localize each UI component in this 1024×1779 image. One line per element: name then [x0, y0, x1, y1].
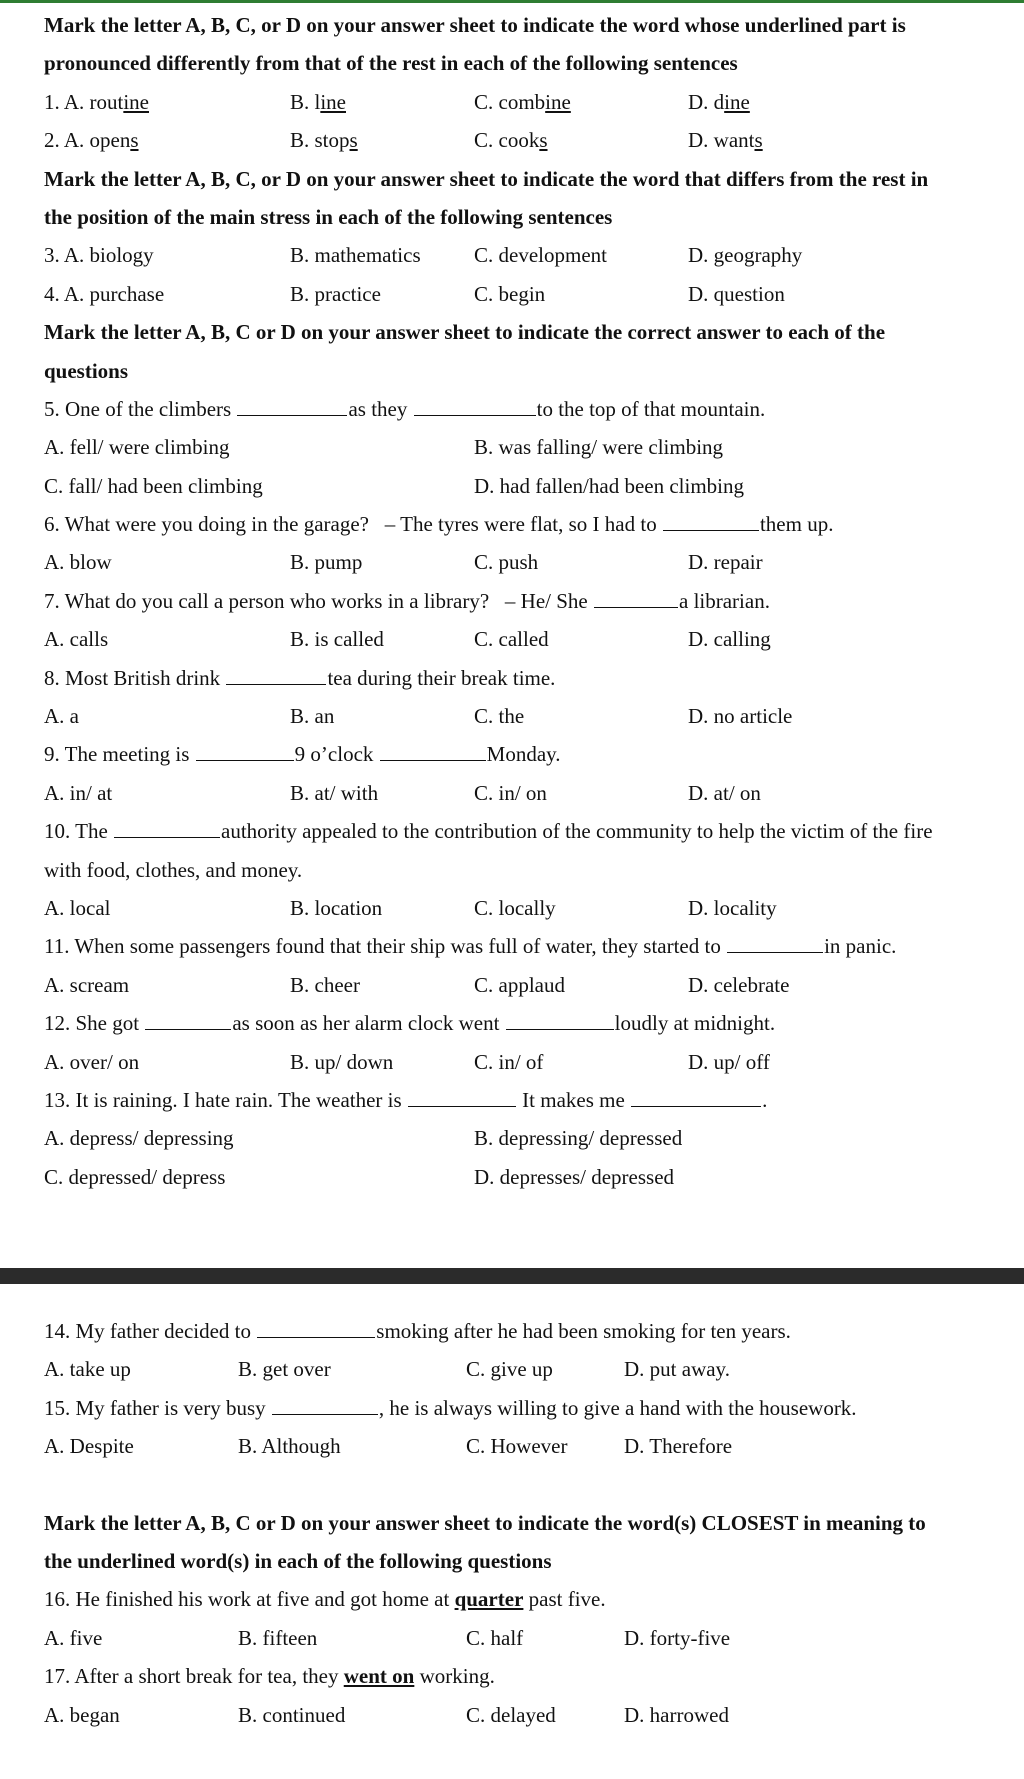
q1-option-d: D. dine: [688, 89, 750, 114]
q1-option-b: B. line: [290, 89, 346, 114]
q7-text-1: 7. What do you call a person who works in a library?: [44, 588, 490, 613]
q15-blank: [272, 1390, 378, 1415]
q12-option-c: C. in/ of: [474, 1049, 544, 1074]
q7-option-b: B. is called: [290, 627, 384, 652]
q10-option-c: C. locally: [474, 895, 556, 920]
q16-text-1: 16. He finished his work at five and got home at: [44, 1587, 450, 1612]
q11-option-a: A. scream: [44, 972, 130, 997]
q13-option-a: A. depress/ depressing: [44, 1126, 234, 1151]
q5-option-a: A. fell/ were climbing: [44, 435, 230, 460]
q9-option-a: A. in/ at: [44, 780, 113, 805]
question-12-options: [44, 1043, 1004, 1081]
q7-option-d: D. calling: [688, 627, 771, 652]
q11-blank: [727, 928, 823, 953]
q12-option-d: D. up/ off: [688, 1049, 770, 1074]
q4-option-c: C. begin: [474, 281, 546, 306]
question-10-stem-line1: [44, 812, 1004, 850]
q14-option-d: D. put away.: [624, 1357, 730, 1382]
q15-option-d: D. Therefore: [624, 1434, 733, 1459]
instruction-stress-line1: Mark the letter A, B, C, or D on your answer sheet to indicate the word that differs from the rest in: [44, 166, 929, 191]
q13-text-3: .: [762, 1087, 768, 1112]
q16-option-c: C. half: [466, 1625, 524, 1650]
q7-option-c: C. called: [474, 627, 549, 652]
instruction-pronunciation-line2: pronounced differently from that of the rest in each of the following sentences: [44, 51, 738, 76]
q11-text-1: 11. When some passengers found that their ship was full of water, they started to: [44, 934, 721, 959]
q12-text-2: as soon as her alarm clock went: [232, 1011, 500, 1036]
q9-option-d: D. at/ on: [688, 780, 761, 805]
q11-option-c: C. applaud: [474, 972, 565, 997]
instruction-closest-line1: Mark the letter A, B, C or D on your answer sheet to indicate the word(s) CLOSEST in meaning to: [44, 1510, 926, 1535]
q7-blank: [594, 583, 678, 608]
q1-option-a: 1. A. routine: [44, 89, 149, 114]
worksheet-part-2: [44, 1312, 1004, 1734]
q17-underlined-word: went on: [343, 1664, 415, 1689]
q14-option-b: B. get over: [238, 1357, 331, 1382]
top-accent-bar: [0, 0, 1024, 3]
q8-option-d: D. no article: [688, 704, 793, 729]
q11-text-2: in panic.: [824, 934, 897, 959]
q6-text-1: 6. What were you doing in the garage?: [44, 512, 369, 537]
question-14-stem: [44, 1312, 1004, 1350]
q10-blank: [114, 813, 220, 838]
q10-option-a: A. local: [44, 895, 111, 920]
q6-option-b: B. pump: [290, 550, 363, 575]
q16-option-a: A. five: [44, 1625, 103, 1650]
q7-text-3: a librarian.: [679, 588, 770, 613]
spacer: [44, 1466, 1004, 1504]
q5-text-3: to the top of that mountain.: [536, 396, 766, 421]
q3-option-d: D. geography: [688, 243, 803, 268]
q5-blank-2: [414, 391, 536, 416]
q5-text-1: 5. One of the climbers: [44, 396, 232, 421]
question-8-options: [44, 697, 1004, 735]
question-6-options: [44, 543, 1004, 581]
q2-option-c: C. cooks: [474, 128, 548, 153]
q3-option-b: B. mathematics: [290, 243, 421, 268]
q4-option-d: D. question: [688, 281, 785, 306]
q6-option-a: A. blow: [44, 550, 112, 575]
q6-blank: [663, 506, 759, 531]
q11-option-b: B. cheer: [290, 972, 360, 997]
question-17-stem: [44, 1657, 1004, 1695]
question-6-stem: [44, 505, 1004, 543]
q10-text-2: authority appealed to the contribution of the community to help the victim of the fire: [221, 819, 933, 844]
q9-option-b: B. at/ with: [290, 780, 379, 805]
question-13-stem: [44, 1081, 1004, 1119]
question-16-stem: [44, 1580, 1004, 1618]
q15-text-1: 15. My father is very busy: [44, 1395, 266, 1420]
q4-option-a: 4. A. purchase: [44, 281, 165, 306]
q8-text-2: tea during their break time.: [327, 665, 556, 690]
q8-blank: [226, 660, 326, 685]
q10-option-d: D. locality: [688, 895, 777, 920]
question-9-options: [44, 774, 1004, 812]
instruction-pronunciation-line1: Mark the letter A, B, C, or D on your answer sheet to indicate the word whose underlined part is: [44, 13, 906, 37]
q17-option-a: A. began: [44, 1702, 120, 1727]
q8-text-1: 8. Most British drink: [44, 665, 221, 690]
q4-option-b: B. practice: [290, 281, 381, 306]
question-17-options: [44, 1696, 1004, 1734]
q9-text-1: 9. The meeting is: [44, 742, 190, 767]
question-7-options: [44, 620, 1004, 658]
q12-option-b: B. up/ down: [290, 1049, 394, 1074]
q15-option-a: A. Despite: [44, 1434, 134, 1459]
question-1: [44, 83, 1004, 121]
q2-option-b: B. stops: [290, 128, 358, 153]
q6-text-3: them up.: [759, 512, 834, 537]
q8-option-b: B. an: [290, 704, 335, 729]
q5-option-d: D. had fallen/had been climbing: [474, 473, 744, 498]
q13-option-b: B. depressing/ depressed: [474, 1126, 683, 1151]
q17-option-d: D. harrowed: [624, 1702, 729, 1727]
question-3: [44, 236, 1004, 274]
q10-option-b: B. location: [290, 895, 383, 920]
instruction-closest-line2: the underlined word(s) in each of the following questions: [44, 1548, 552, 1573]
q14-option-a: A. take up: [44, 1357, 131, 1382]
page-divider: [0, 1268, 1024, 1284]
q7-text-2: – He/ She: [504, 588, 588, 613]
q7-option-a: A. calls: [44, 627, 109, 652]
q12-text-3: loudly at midnight.: [614, 1011, 776, 1036]
question-13-options-cd: [44, 1158, 1004, 1196]
q5-blank-1: [237, 391, 347, 416]
q15-option-b: B. Although: [238, 1434, 341, 1459]
question-8-stem: [44, 659, 1004, 697]
q10-text-1: 10. The: [44, 819, 108, 844]
q9-blank-1: [196, 736, 294, 761]
q9-option-c: C. in/ on: [474, 780, 547, 805]
question-13-options-ab: [44, 1119, 1004, 1157]
question-7-stem: [44, 582, 1004, 620]
q13-option-c: C. depressed/ depress: [44, 1164, 226, 1189]
q17-option-c: C. delayed: [466, 1702, 556, 1727]
q6-option-c: C. push: [474, 550, 539, 575]
q16-underlined-word: quarter: [454, 1587, 524, 1612]
q2-option-a: 2. A. opens: [44, 128, 139, 153]
q13-text-1: 13. It is raining. I hate rain. The weather is: [44, 1087, 402, 1112]
q17-option-b: B. continued: [238, 1702, 346, 1727]
q14-text-2: smoking after he had been smoking for ten years.: [376, 1319, 791, 1343]
q14-option-c: C. give up: [466, 1357, 553, 1382]
q5-option-c: C. fall/ had been climbing: [44, 473, 263, 498]
question-5-options-cd: [44, 467, 1004, 505]
q9-blank-2: [380, 736, 486, 761]
q2-option-d: D. wants: [688, 128, 763, 153]
q14-text-1: 14. My father decided to: [44, 1319, 252, 1343]
q15-text-2: , he is always willing to give a hand with the housework.: [378, 1395, 857, 1420]
q13-blank-1: [408, 1082, 516, 1107]
q5-text-2: as they: [348, 396, 408, 421]
q3-option-c: C. development: [474, 243, 607, 268]
instruction-correct-line1: Mark the letter A, B, C or D on your answer sheet to indicate the correct answer to each of the: [44, 320, 886, 345]
q12-blank-2: [506, 1005, 614, 1030]
question-12-stem: [44, 1004, 1004, 1042]
q5-option-b: B. was falling/ were climbing: [474, 435, 724, 460]
question-5-options-ab: [44, 428, 1004, 466]
question-15-stem: [44, 1389, 1004, 1427]
question-15-options: [44, 1427, 1004, 1465]
question-9-stem: [44, 735, 1004, 773]
q6-text-2: – The tyres were flat, so I had to: [384, 512, 657, 537]
q13-blank-2: [631, 1082, 761, 1107]
q17-text-1: 17. After a short break for tea, they: [44, 1664, 339, 1689]
q16-option-b: B. fifteen: [238, 1625, 318, 1650]
q1-option-c: C. combine: [474, 89, 571, 114]
question-5-stem: [44, 390, 1004, 428]
q13-text-2: It makes me: [522, 1087, 625, 1112]
q15-option-c: C. However: [466, 1434, 568, 1459]
q16-option-d: D. forty-five: [624, 1625, 731, 1650]
q16-text-2: past five.: [528, 1587, 606, 1612]
question-10-options: [44, 889, 1004, 927]
q17-text-2: working.: [419, 1664, 495, 1689]
q12-option-a: A. over/ on: [44, 1049, 140, 1074]
question-11-options: [44, 966, 1004, 1004]
q13-option-d: D. depresses/ depressed: [474, 1164, 675, 1189]
q8-option-c: C. the: [474, 704, 525, 729]
q11-option-d: D. celebrate: [688, 972, 790, 997]
question-10-stem-line2: with food, clothes, and money.: [44, 857, 303, 882]
worksheet-part-1: [44, 6, 1004, 1196]
q12-blank-1: [145, 1005, 231, 1030]
q14-blank: [257, 1313, 375, 1338]
question-2: [44, 121, 1004, 159]
q6-option-d: D. repair: [688, 550, 763, 575]
instruction-stress-line2: the position of the main stress in each of the following sentences: [44, 204, 613, 229]
q9-text-2: 9 o’clock: [294, 742, 374, 767]
q9-text-3: Monday.: [486, 742, 561, 767]
question-11-stem: [44, 927, 1004, 965]
q12-text-1: 12. She got: [44, 1011, 140, 1036]
q3-option-a: 3. A. biology: [44, 243, 154, 268]
question-16-options: [44, 1619, 1004, 1657]
question-4: [44, 275, 1004, 313]
instruction-correct-line2: questions: [44, 358, 129, 383]
question-14-options: [44, 1350, 1004, 1388]
q8-option-a: A. a: [44, 704, 79, 729]
